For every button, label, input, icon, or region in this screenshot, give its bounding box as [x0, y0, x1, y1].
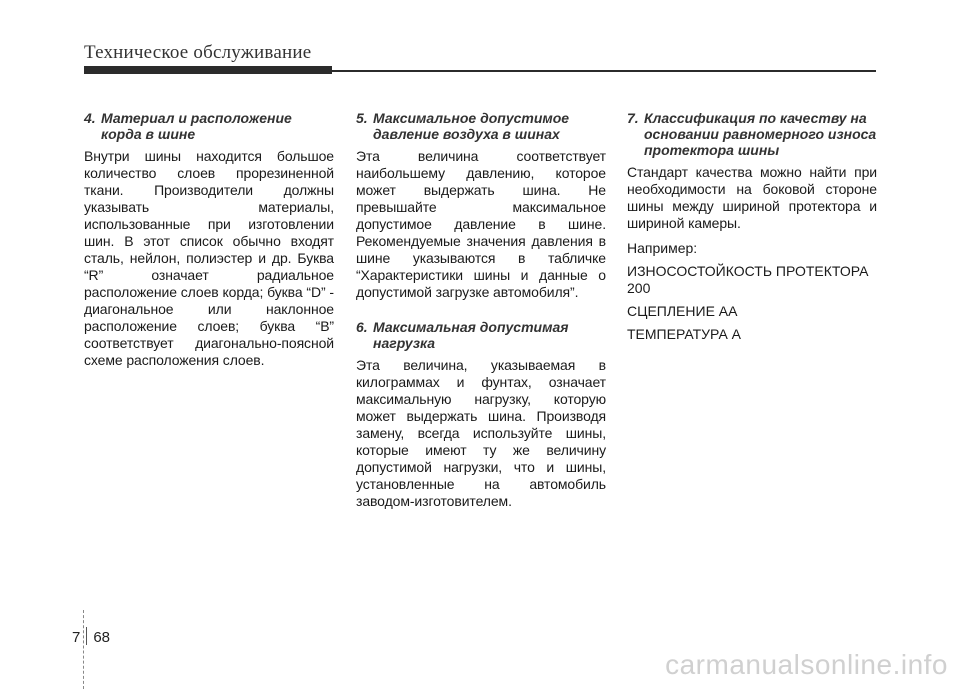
- header-rule-thick: [84, 66, 332, 74]
- page-number: [72, 627, 110, 646]
- section-7-number: 7.: [627, 110, 639, 126]
- example-temperature: ТЕМПЕРАТУРА A: [627, 326, 742, 342]
- example-treadwear: ИЗНОСОСТОЙКОСТЬ ПРОТЕКТОРА 200: [627, 263, 869, 296]
- chapter-number: 7: [72, 629, 81, 646]
- section-5-body: Эта величина соответствует наибольшему давлению, которое может выдержать шина. Не превышайте максимальное допустимое давление в шине. Рекомендуемые значения давления в шине указываются в табличке “Характеристики шины и данные о допустимой загрузке автомобиля”.: [356, 148, 606, 300]
- section-5-title: Максимальное допустимое давление воздуха в шинах: [373, 110, 570, 142]
- page-number-separator: [86, 627, 87, 645]
- example-label: Например:: [627, 240, 698, 256]
- section-5-heading: [356, 110, 606, 142]
- section-4-number: 4.: [84, 110, 96, 126]
- section-4-heading: [84, 110, 334, 142]
- section-4-title: Материал и расположение корда в шине: [101, 110, 292, 142]
- column-2: [356, 110, 606, 518]
- section-6-number: 6.: [356, 319, 368, 335]
- page-number-value: 68: [93, 629, 111, 646]
- section-7-title: Классификация по качеству на основании равномерного износа протектора шины: [644, 110, 877, 158]
- margin-dashed-line: [83, 610, 84, 689]
- watermark-text: carmanualsonline.info: [665, 649, 948, 680]
- section-5-number: 5.: [356, 110, 368, 126]
- section-7-body: Стандарт качества можно найти при необходимости на боковой стороне шины между шириной протектора и шириной камеры.: [627, 164, 877, 231]
- page-header-title: Техническое обслуживание: [84, 42, 312, 63]
- section-6-body: Эта величина, указываемая в килограммах и фунтах, означает максимальную нагрузку, которую может выдержать шина. Производя замену, всегда используйте шины, которые имеют ту же величину допустимой нагрузки, что и шины, установленные на автомобиль заводом-изготовителем.: [356, 357, 606, 509]
- section-6-title: Максимальная допустимая нагрузка: [373, 319, 569, 351]
- column-3: [627, 110, 877, 349]
- section-6-heading: [356, 319, 606, 351]
- section-7-heading: [627, 110, 877, 158]
- section-4-body: Внутри шины находится большое количество слоев прорезиненной ткани. Производители должны указывать материалы, использованные при изготовлении шин. В этот список обычно входят сталь, нейлон, полиэстер и др. Буква “R” означает радиальное расположение слоев корда; буква “D” - диагональное или наклонное расположение слоев; буква “B” соответствует диагонально-поясной схеме расположения слоев.: [84, 148, 334, 368]
- header-rule-thin: [332, 70, 876, 72]
- example-traction: СЦЕПЛЕНИЕ AA: [627, 303, 738, 319]
- column-1: [84, 110, 334, 377]
